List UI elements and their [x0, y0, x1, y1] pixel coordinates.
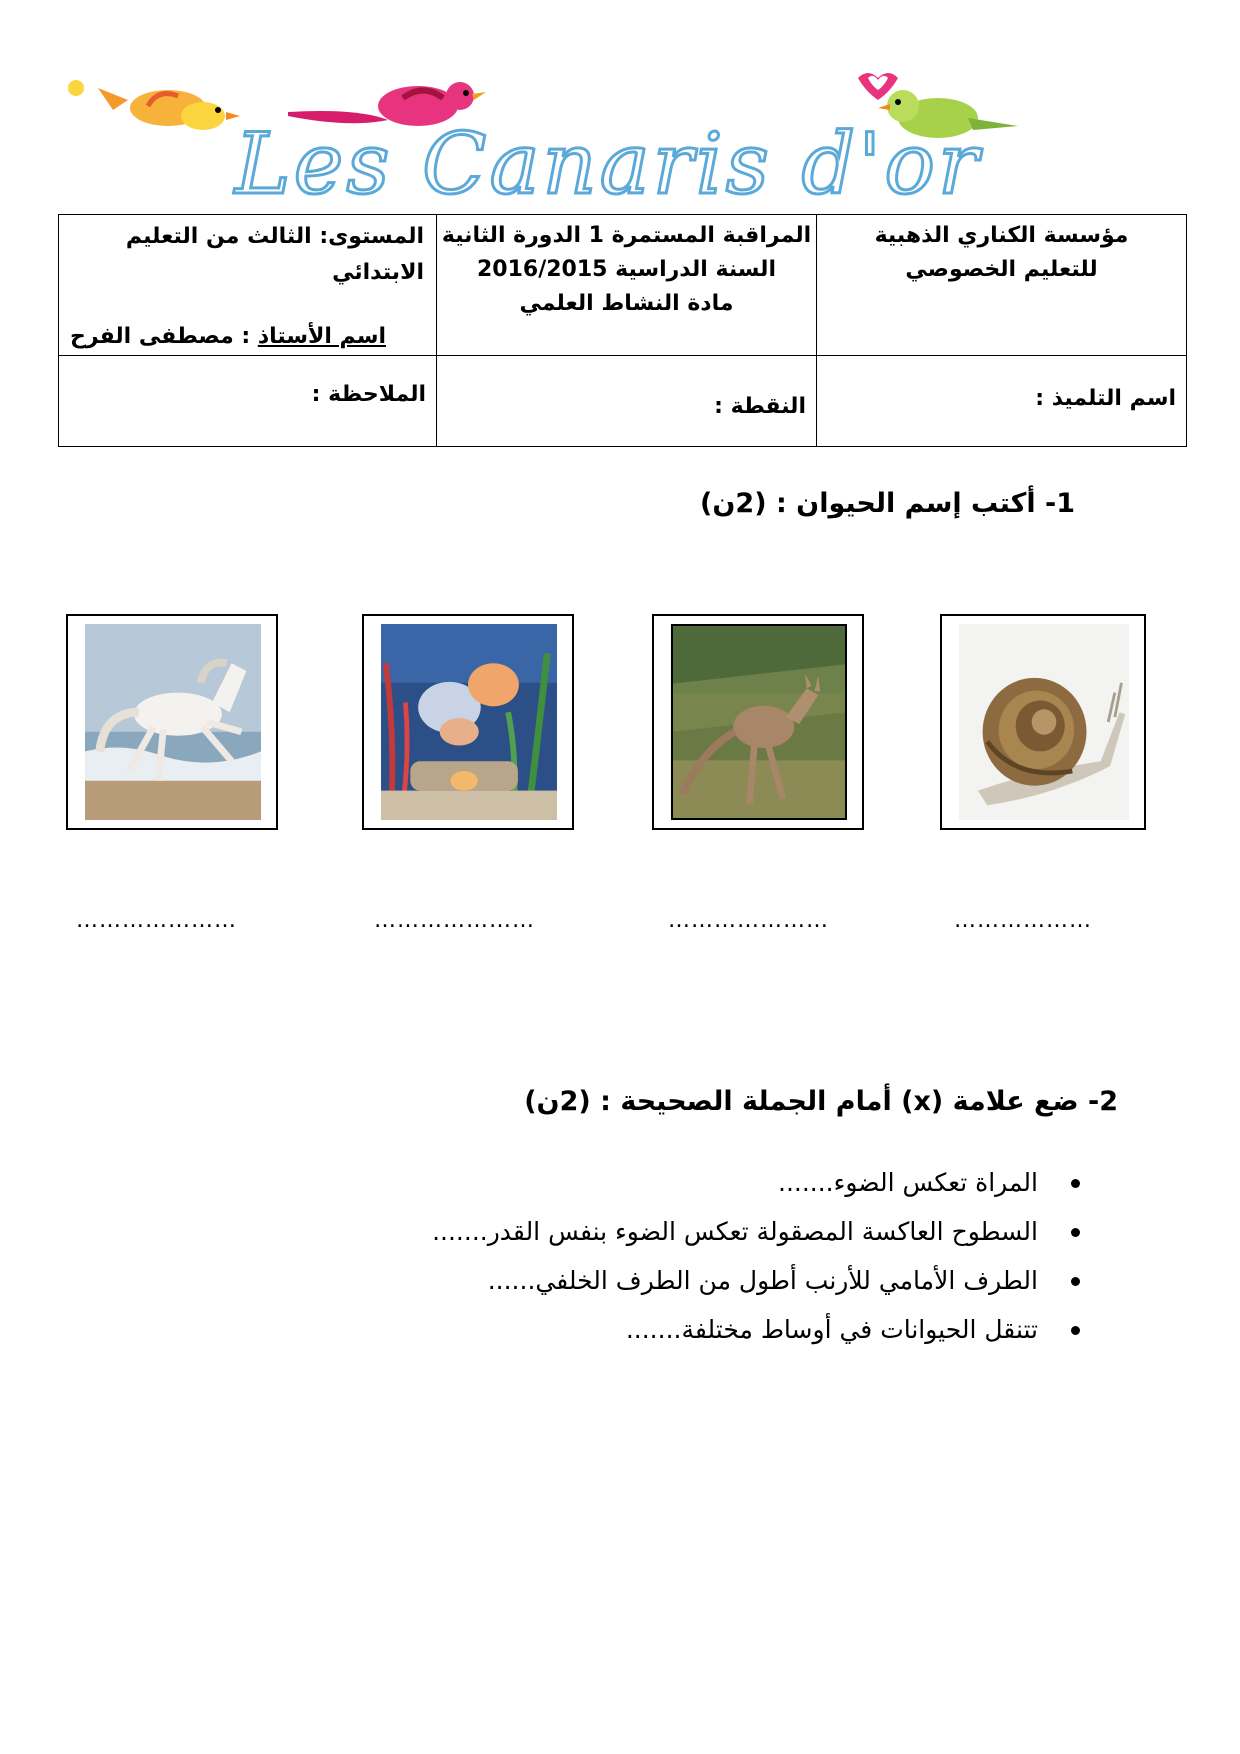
statement-text: السطوح العاكسة المصقولة تعكس الضوء بنفس القدر.......: [432, 1217, 1038, 1246]
kangaroo-icon: [673, 626, 845, 818]
teacher-label: اسم الأستاذ: [257, 324, 386, 349]
horse-icon: [85, 624, 261, 820]
bullet-icon: [1071, 1228, 1080, 1237]
statement-item[interactable]: [432, 1305, 1080, 1354]
fish-icon: [381, 624, 557, 820]
statements-list: [432, 1158, 1080, 1354]
teacher-name: : مصطفى الفرح: [70, 324, 258, 349]
student-name-cell[interactable]: [817, 356, 1187, 447]
statement-item[interactable]: [432, 1256, 1080, 1305]
answer-blank-kangaroo[interactable]: …………………: [668, 908, 829, 933]
remark-cell[interactable]: [59, 356, 437, 447]
level-text: المستوى: الثالث من التعليم الابتدائي: [125, 224, 424, 285]
statement-text: تتنقل الحيوانات في أوساط مختلفة.......: [625, 1315, 1038, 1344]
picture-fish: [362, 614, 574, 830]
question2-title: 2- ضع علامة (x) أمام الجملة الصحيحة : (2ن): [524, 1086, 1118, 1117]
statement-item[interactable]: [432, 1158, 1080, 1207]
answer-blank-fish[interactable]: …………………: [374, 908, 535, 933]
bullet-icon: [1071, 1326, 1080, 1335]
subject: مادة النشاط العلمي: [519, 291, 734, 316]
picture-kangaroo: [652, 614, 864, 830]
school-logo-text: Les Canaris d'or: [234, 115, 982, 213]
school-name: مؤسسة الكناري الذهبية: [874, 223, 1129, 248]
picture-snail: [940, 614, 1146, 830]
remark-label: الملاحظة :: [311, 382, 426, 407]
school-year: السنة الدراسية 2016/2015: [476, 257, 776, 282]
exam-header-table: [58, 214, 1187, 447]
school-type: للتعليم الخصوصي: [905, 257, 1098, 282]
statement-text: الطرف الأمامي للأرنب أطول من الطرف الخلفي......: [487, 1266, 1038, 1295]
bullet-icon: [1071, 1179, 1080, 1188]
exam-info-cell: [437, 215, 817, 356]
statement-text: المراة تعكس الضوء.......: [778, 1168, 1038, 1197]
school-banner: [58, 68, 1148, 213]
statement-item[interactable]: [432, 1207, 1080, 1256]
level-teacher-cell: [59, 215, 437, 356]
grade-label: النقطة :: [714, 394, 806, 419]
exam-title: المراقبة المستمرة 1 الدورة الثانية: [441, 223, 812, 248]
picture-horse: [66, 614, 278, 830]
student-name-label: اسم التلميذ :: [1035, 386, 1176, 411]
school-info-cell: [817, 215, 1187, 356]
answer-blank-horse[interactable]: …………………: [76, 908, 237, 933]
snail-icon: [959, 624, 1129, 820]
bullet-icon: [1071, 1277, 1080, 1286]
grade-cell[interactable]: [437, 356, 817, 447]
question1-title: 1- أكتب إسم الحيوان : (2ن): [700, 488, 1075, 519]
answer-blank-snail[interactable]: ………………: [954, 908, 1092, 933]
